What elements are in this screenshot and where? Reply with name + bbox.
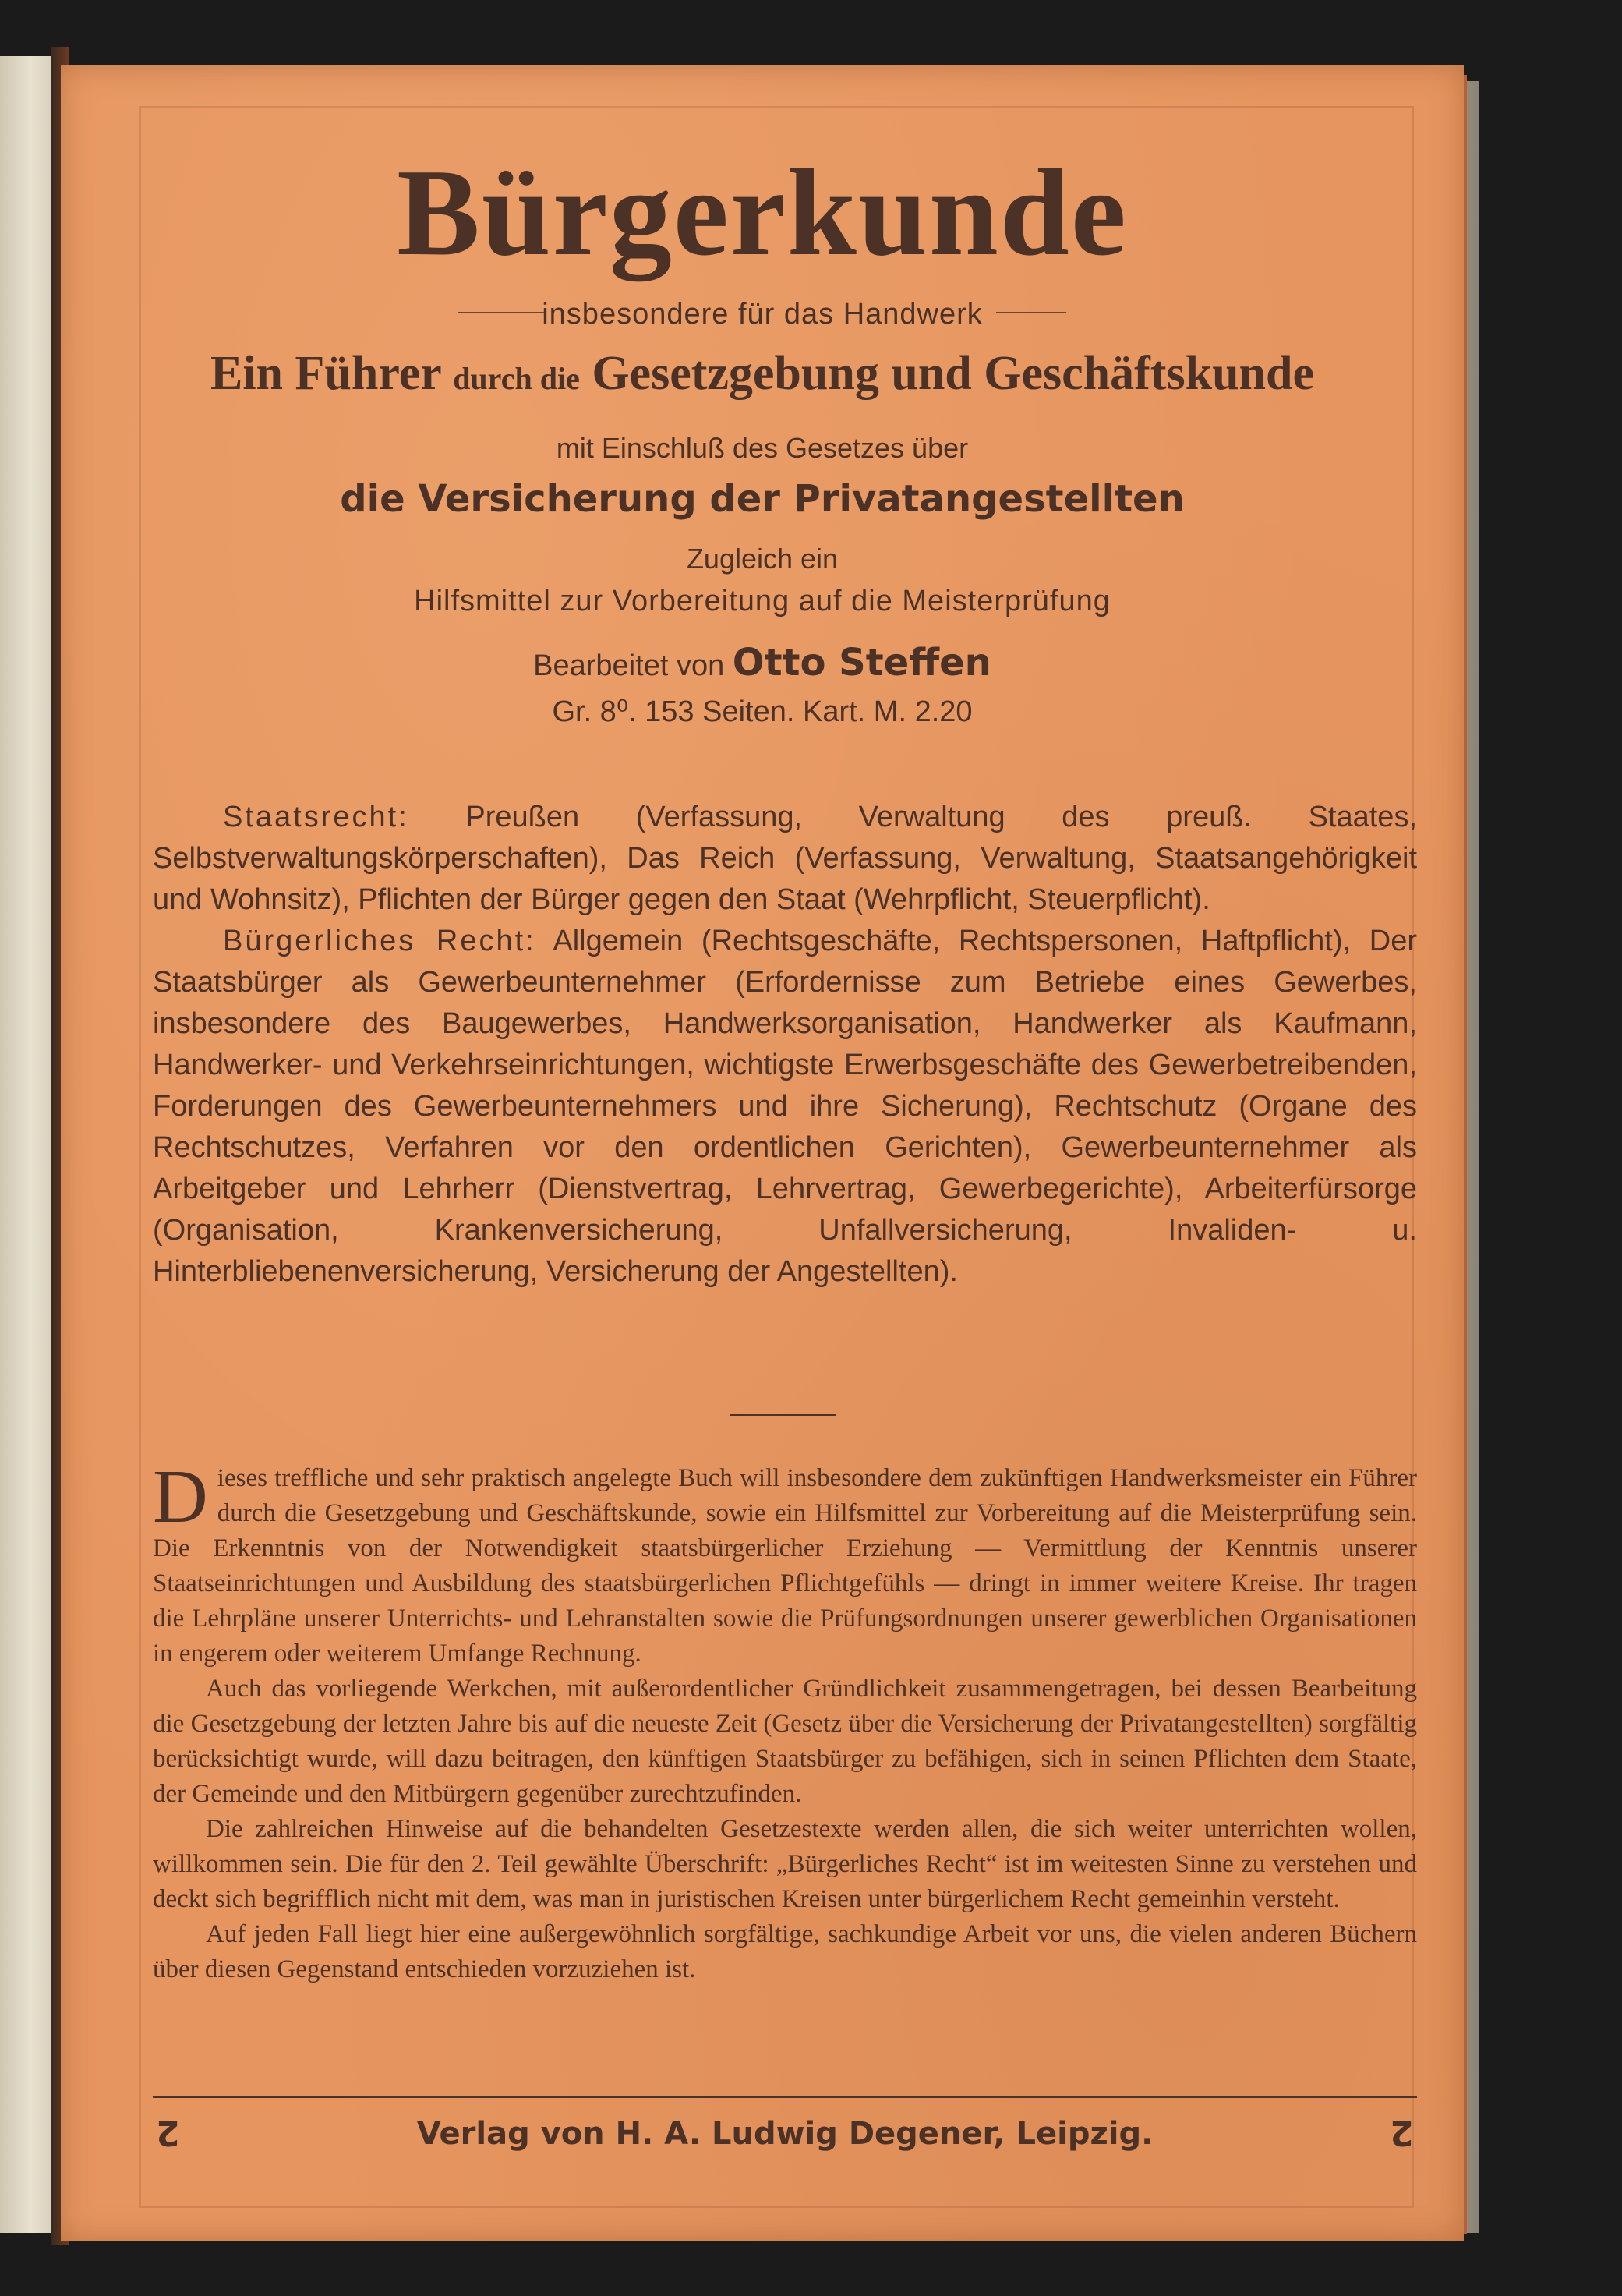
main-heading-part1: Ein Führer xyxy=(210,347,441,400)
contents-paragraph-2 xyxy=(153,921,1417,1293)
contents-label-1: Staatsrecht: xyxy=(223,801,409,833)
subtitle-leader-right xyxy=(996,312,1066,313)
footer xyxy=(153,2113,1417,2160)
footer-rule xyxy=(153,2096,1417,2098)
subtitle: insbesondere für das Handwerk xyxy=(542,298,983,331)
contents-text-2: Allgemein (Rechtsgeschäfte, Rechtspersonen, Haftpflicht), Der Staatsbürger als Gewerbeunternehmer (Erfordernisse zum Betriebe eines Gewerbes, insbesondere des Baugewerbes, Handwerksorganisation, Handwerker als Kaufmann, Handwerker- und Verkehrseinrichtungen, wichtigste Erwerbsgeschäfte des Gewerbetreibenden, Forderungen des Gewerbeunternehmers und ihre Sicherung), Rechtschutz (Organe des Rechtschutzes, Verfahren vor den ordentlichen Gerichten), Gewerbeunternehmer als Arbeitgeber und Lehrherr (Dienstvertrag, Lehrvertrag, Gewerbegerichte), Arbeiterfürsorge (Organisation, Krankenversicherung, Unfallversicherung, Invaliden- u. Hinterbliebenenversicherung, Versicherung der Angestellten). xyxy=(153,925,1417,1288)
blurb-paragraph-4: Auf jeden Fall liegt hier eine außergewöhnlich sorgfältige, sachkundige Arbeit vor uns, die vielen anderen Büchern über diesen Gegenstand entschieden vorzuziehen ist. xyxy=(153,1920,1417,1983)
blurb-text-1: ieses treffliche und sehr praktisch angelegte Buch will insbesondere dem zukünftigen Handwerksmeister ein Führer durch die Gesetzgebung und Geschäftskunde, sowie ein Hilfsmittel zur Vorbereitung auf die Meisterprüfung sein. Die Erkenntnis von der Notwendigkeit staatsbürgerlicher Erziehung — Vermittlung der Kenntnis unserer Staatseinrichtungen und Ausbildung des staatsbürgerlichen Pflichtgefühls — dringt in immer weitere Kreise. Ihr tragen die Lehrpläne unserer Unterrichts- und Lehranstalten sowie die Prüfungsordnungen unserer gewerblichen Organisationen in engerem oder weiterem Umfange Rechnung. xyxy=(153,1464,1417,1668)
main-heading-part3: Gesetzgebung und Geschäftskunde xyxy=(592,347,1315,400)
signature-mark-left: 2 xyxy=(156,2113,180,2153)
drop-cap: D xyxy=(153,1455,208,1539)
signature-mark-right: 2 xyxy=(1390,2113,1414,2153)
main-heading-part2: durch die xyxy=(453,361,580,396)
section-divider xyxy=(730,1414,836,1416)
blurb-section xyxy=(153,1455,1417,1987)
contents-section xyxy=(153,797,1417,1293)
left-page-edge xyxy=(0,56,51,2233)
page-title: Bürgerkunde xyxy=(397,143,1128,281)
contents-paragraph-1 xyxy=(153,797,1417,921)
blurb-paragraph-2: Auch das vorliegende Werkchen, mit außerordentlicher Gründlichkeit zusammengetragen, bei dessen Bearbeitung die Gesetzgebung der letzten Jahre bis auf die neueste Zeit (Gesetz über die Versicherung der Privatangestellten) sorgfältig berücksichtigt wurde, will dazu beitragen, den künftigen Staatsbürger zu befähigen, sich in seinen Pflichten dem Staate, der Gemeinde und den Mitbürgern gegenüber zurechtzufinden. xyxy=(153,1675,1417,1808)
blurb-paragraph-3: Die zahlreichen Hinweise auf die behandelten Gesetzestexte werden allen, die sich weiter unterrichten wollen, willkommen sein. Die für den 2. Teil gewählte Überschrift: „Bürgerliches Recht“ ist im weitesten Sinne zu verstehen und deckt sich begrifflich nicht mit dem, was man in juristischen Kreisen unter bürgerlichem Recht gemeinhin versteht. xyxy=(153,1815,1417,1913)
contents-text-1: Preußen (Verfassung, Verwaltung des preuß. Staates, Selbstverwaltungskörperschaften), Das Reich (Verfassung, Verwaltung, Staatsangehörigkeit und Wohnsitz), Pflichten der Bürger gegen den Staat (Wehrpflicht, Steuerpflicht). xyxy=(153,801,1418,916)
main-heading xyxy=(61,346,1464,402)
publisher-line: Verlag von H. A. Ludwig Degener, Leipzig. xyxy=(416,2116,1154,2152)
author-name: Otto Steffen xyxy=(732,641,991,685)
subtitle-3: Zugleich ein xyxy=(686,543,839,575)
byline xyxy=(61,641,1464,685)
subtitle-2: mit Einschluß des Gesetzes über xyxy=(556,432,969,464)
blurb-paragraph-1 xyxy=(153,1455,1417,1672)
byline-prefix: Bearbeitet von xyxy=(533,649,725,682)
book-specs: Gr. 8⁰. 153 Seiten. Kart. M. 2.20 xyxy=(552,695,973,728)
contents-label-2: Bürgerliches Recht: xyxy=(223,925,536,957)
book-page xyxy=(61,65,1464,2241)
secondary-heading: die Versicherung der Privatangestellten xyxy=(340,477,1185,521)
subtitle-4: Hilfsmittel zur Vorbereitung auf die Meisterprüfung xyxy=(414,585,1111,617)
